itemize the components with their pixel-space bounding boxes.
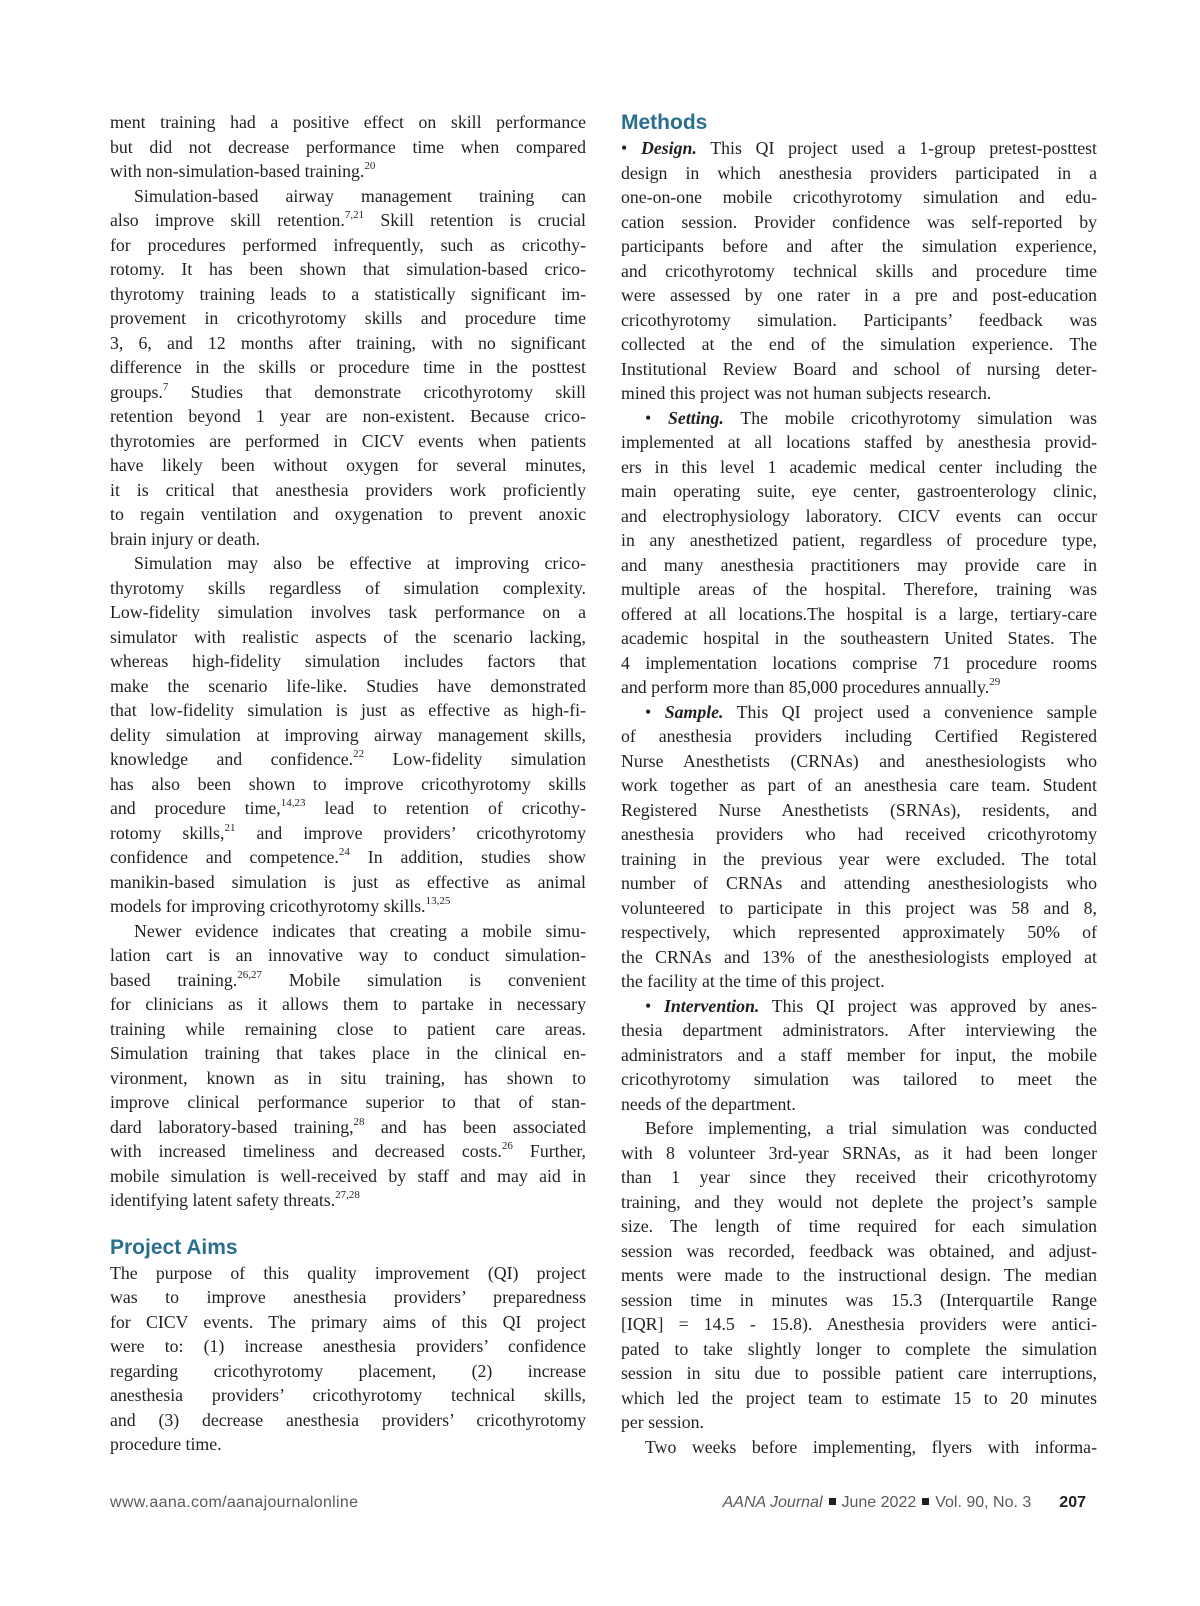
citation: 26: [501, 1140, 513, 1153]
text-line: in any anesthetized patient, regardless of procedure type,: [621, 530, 1097, 550]
text-line: with increased timeliness and decreased costs.$^{26}$ Further,: [110, 1140, 587, 1161]
text-line: regarding cricothyrotomy placement, (2) increase: [110, 1360, 586, 1381]
text-line: vironment, known as in situ training, has shown to: [110, 1067, 586, 1088]
text-line: mined this project was not human subjects research.: [621, 383, 992, 403]
citation: 14,23: [280, 797, 306, 810]
text-line: identifying latent safety threats.$^{27,28}$: [110, 1189, 360, 1210]
page-footer: [110, 1494, 1086, 1518]
text-line: improve clinical performance superior to that of stan-: [110, 1092, 586, 1112]
text-line: training while remaining close to patient care areas.: [110, 1018, 586, 1039]
text-line: thyrotomies are performed in CICV events when patients: [110, 430, 586, 451]
text-line: academic hospital in the southeastern United States. The: [621, 628, 1097, 648]
text-line: delity simulation at improving airway management skills,: [110, 724, 586, 745]
text-line: participants before and after the simulation experience,: [621, 236, 1097, 256]
text-line: volunteered to participate in this project was 58 and 8,: [621, 897, 1097, 918]
citation: 26,27: [237, 968, 262, 981]
text-line: with non-simulation-based training.$^{20}$: [110, 160, 376, 181]
text-line: multiple areas of the hospital. Therefore, training was: [621, 579, 1097, 599]
text-line: simulator with realistic aspects of the scenario lacking,: [110, 626, 586, 647]
text-line: • Intervention. This QI project was approved by anes-: [645, 995, 1097, 1016]
text-line: thyrotomy training leads to a statistically significant im-: [110, 283, 586, 304]
text-line: administrators and a staff member for input, the mobile: [621, 1044, 1097, 1065]
text-line: cricothyrotomy simulation. Participants’ feedback was: [621, 309, 1097, 330]
text-line: lation cart is an innovative way to conduct simulation-: [110, 945, 586, 965]
text-line: make the scenario life-like. Studies have demonstrated: [110, 675, 586, 696]
text-line: and cricothyrotomy technical skills and procedure time: [621, 260, 1097, 281]
text-line: manikin-based simulation is just as effective as animal: [110, 871, 586, 892]
text-line: which led the project team to estimate 15 to 20 minutes: [621, 1387, 1097, 1408]
text-line: to regain ventilation and oxygenation to prevent anoxic: [110, 504, 586, 524]
text-line: it is critical that anesthesia providers work proficiently: [110, 479, 586, 500]
citation: 22: [353, 748, 365, 761]
text-line: session was recorded, feedback was obtained, and adjust-: [621, 1240, 1097, 1261]
text-line: of anesthesia providers including Certified Registered: [621, 726, 1097, 746]
citation: 24: [338, 846, 350, 859]
citation: 7,21: [344, 209, 365, 222]
text-line: session in situ due to possible patient care interruptions,: [621, 1363, 1097, 1383]
subheading-setting: Setting.: [668, 407, 724, 428]
text-line: for CICV events. The primary aims of this QI project: [110, 1311, 586, 1332]
text-line: and many anesthesia practitioners may provide care in: [621, 554, 1097, 575]
citation: 13,25: [425, 895, 451, 908]
text-line: has also been shown to improve cricothyrotomy skills: [110, 773, 586, 794]
page-number: 207: [1059, 1494, 1086, 1511]
text-line: Simulation-based airway management training can: [134, 185, 586, 206]
text-line: 4 implementation locations comprise 71 procedure rooms: [621, 652, 1097, 673]
text-line: collected at the end of the simulation experience. The: [621, 334, 1097, 354]
text-line: work together as part of an anesthesia care team. Student: [621, 775, 1097, 795]
text-line: but did not decrease performance time when compared: [110, 136, 586, 157]
text-line: needs of the department.: [621, 1093, 796, 1114]
text-line: main operating suite, eye center, gastroenterology clinic,: [621, 481, 1097, 501]
text-line: brain injury or death.: [110, 528, 261, 549]
text-line: for procedures performed infrequently, such as cricothy-: [110, 234, 586, 255]
text-line: number of CRNAs and attending anesthesiologists who: [621, 873, 1097, 893]
text-line: cricothyrotomy simulation was tailored to meet the: [621, 1069, 1097, 1089]
text-line: and (3) decrease anesthesia providers’ cricothyrotomy: [110, 1409, 586, 1430]
text-line: rotomy skills,$^{21}$ and improve providers’ cricothyrotomy: [110, 821, 587, 843]
text-line: Registered Nurse Anesthetists (SRNAs), residents, and: [621, 799, 1097, 820]
text-line: Low-fidelity simulation involves task performance on a: [110, 602, 586, 622]
right-column: [621, 110, 1097, 1459]
text-line: ments were made to the instructional design. The median: [621, 1265, 1097, 1285]
issue-date: June 2022: [841, 1494, 917, 1511]
journal-title: AANA Journal: [722, 1494, 823, 1511]
text-line: The purpose of this quality improvement (QI) project: [110, 1262, 586, 1283]
section-heading-project-aims: Project Aims: [110, 1235, 238, 1259]
text-line: session time in minutes was 15.3 (Interquartile Range: [621, 1289, 1097, 1310]
text-line: was to improve anesthesia providers’ preparedness: [110, 1287, 586, 1307]
citation: 28: [353, 1115, 365, 1128]
text-line: have likely been without oxygen for several minutes,: [110, 455, 586, 475]
text-line: design in which anesthesia providers participated in a: [621, 162, 1097, 183]
text-line: • Sample. This QI project used a convenience sample: [645, 701, 1098, 722]
text-line: were assessed by one rater in a pre and post-education: [621, 285, 1097, 305]
citation: 20: [364, 160, 376, 173]
text-line: ers in this level 1 academic medical center including the: [621, 456, 1097, 477]
square-separator-icon: [922, 1498, 929, 1505]
text-line: and electrophysiology laboratory. CICV events can occur: [621, 505, 1097, 526]
text-line: knowledge and confidence.$^{22}$ Low-fidelity simulation: [110, 748, 586, 769]
square-separator-icon: [829, 1498, 836, 1505]
citation: 29: [989, 676, 1001, 689]
text-line: thyrotomy skills regardless of simulation complexity.: [110, 577, 586, 598]
text-line: Simulation training that takes place in the clinical en-: [110, 1043, 586, 1063]
text-line: anesthesia providers who had received cricothyrotomy: [621, 824, 1097, 844]
text-line: whereas high-fidelity simulation includes factors that: [110, 651, 586, 671]
citation: 27,28: [335, 1189, 360, 1202]
text-line: training, and they would not deplete the project’s sample: [621, 1191, 1097, 1212]
text-line: training in the previous year were excluded. The total: [621, 848, 1097, 869]
text-line: the CRNAs and 13% of the anesthesiologists employed at: [621, 946, 1097, 967]
text-line: [IQR] = 14.5 - 15.8). Anesthesia providers were antici-: [621, 1314, 1097, 1334]
text-line: Two weeks before implementing, flyers with informa-: [645, 1436, 1097, 1457]
journal-citation: [723, 1494, 1086, 1512]
text-line: per session.: [621, 1412, 704, 1432]
journal-url: www.aana.com/aanajournalonline: [110, 1494, 359, 1511]
citation: 21: [224, 821, 236, 834]
text-line: that low-fidelity simulation is just as effective as high-fi-: [110, 700, 586, 720]
text-line: based training.$^{26,27}$ Mobile simulation is convenient: [110, 968, 587, 990]
text-line: Nurse Anesthetists (CRNAs) and anesthesiologists who: [621, 750, 1097, 771]
text-line: the facility at the time of this project.: [621, 971, 885, 991]
left-column: [110, 110, 586, 1457]
text-line: were to: (1) increase anesthesia providers’ confidence: [110, 1336, 586, 1356]
text-line: confidence and competence.$^{24}$ In addition, studies show: [110, 846, 587, 867]
text-line: models for improving cricothyrotomy skills.$^{13,25}$: [110, 895, 451, 916]
text-line: with 8 volunteer 3rd-year SRNAs, as it had been longer: [621, 1142, 1097, 1163]
text-line: mobile simulation is well-received by staff and may aid in: [110, 1165, 586, 1186]
text-line: Simulation may also be effective at improving crico-: [134, 553, 586, 573]
text-line: Newer evidence indicates that creating a mobile simu-: [134, 920, 586, 941]
text-line: Before implementing, a trial simulation was conducted: [645, 1118, 1097, 1138]
text-line: difference in the skills or procedure time in the posttest: [110, 357, 586, 377]
text-line: procedure time.: [110, 1434, 222, 1454]
citation: 7: [162, 380, 169, 393]
text-line: 3, 6, and 12 months after training, with no significant: [110, 332, 586, 353]
text-line: anesthesia providers’ cricothyrotomy technical skills,: [110, 1385, 586, 1405]
text-line: size. The length of time required for each simulation: [621, 1216, 1097, 1236]
text-line: for clinicians as it allows them to partake in necessary: [110, 994, 586, 1014]
text-line: and procedure time,$^{14,23}$ lead to retention of cricothy-: [110, 797, 586, 818]
text-line: ment training had a positive effect on skill performance: [110, 112, 586, 132]
subheading-intervention: Intervention.: [663, 995, 760, 1016]
text-line: also improve skill retention.$^{7,21}$ Skill retention is crucial: [110, 209, 587, 230]
text-line: than 1 year since they received their cricothyrotomy: [621, 1167, 1097, 1187]
text-line: one-on-one mobile cricothyrotomy simulation and edu-: [621, 187, 1097, 207]
text-line: retention beyond 1 year are non-existent. Because crico-: [110, 406, 586, 426]
section-heading-methods: Methods: [621, 111, 708, 134]
text-line: implemented at all locations staffed by anesthesia provid-: [621, 432, 1097, 452]
text-line: groups.$^7$ Studies that demonstrate cricothyrotomy skill: [110, 380, 586, 402]
text-line: • Design. This QI project used a 1-group pretest-posttest: [621, 138, 1097, 158]
text-line: thesia department administrators. After interviewing the: [621, 1020, 1097, 1040]
text-line: respectively, which represented approximately 50% of: [621, 922, 1097, 942]
text-line: cation session. Provider confidence was self-reported by: [621, 211, 1097, 232]
text-line: pated to take slightly longer to complete the simulation: [621, 1338, 1097, 1359]
volume-issue: Vol. 90, No. 3: [935, 1494, 1032, 1511]
subheading-design: Design.: [641, 138, 697, 158]
text-line: rotomy. It has been shown that simulation-based crico-: [110, 259, 586, 279]
text-line: and perform more than 85,000 procedures annually.$^{29}$: [621, 676, 1001, 697]
text-line: offered at all locations.The hospital is a large, tertiary-care: [621, 603, 1097, 624]
subheading-sample: Sample.: [664, 701, 724, 722]
text-line: provement in cricothyrotomy skills and procedure time: [110, 308, 586, 328]
text-line: • Setting. The mobile cricothyrotomy simulation was: [645, 407, 1097, 428]
text-line: Institutional Review Board and school of nursing deter-: [621, 358, 1097, 379]
text-line: dard laboratory-based training,$^{28}$ and has been associated: [110, 1115, 586, 1137]
